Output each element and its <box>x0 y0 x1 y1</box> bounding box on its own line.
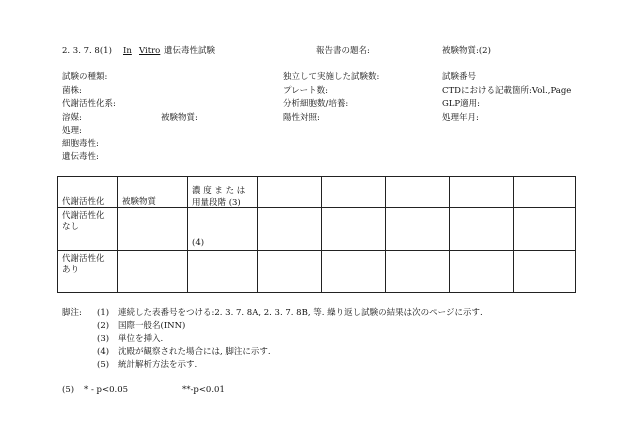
analyzed-cells-label: 分析細胞数/培養: <box>283 99 349 109</box>
vitro-word: Vitro <box>139 46 161 56</box>
significance-p001: **-p<0.01 <box>182 385 225 395</box>
header-cell-empty <box>450 177 514 208</box>
table-row <box>58 208 576 251</box>
treatment-date-label: 処理年月: <box>442 113 479 123</box>
footnote-number: (2) <box>97 321 110 331</box>
results-table <box>57 176 576 293</box>
header-cell-concentration <box>188 177 258 208</box>
table-cell <box>386 208 450 251</box>
table-cell <box>188 208 258 251</box>
table-cell <box>450 251 514 293</box>
footnote-text: 単位を挿入. <box>118 334 164 344</box>
title-rest: 遺伝毒性試験 <box>164 46 216 56</box>
header-cell-empty <box>322 177 386 208</box>
footnote-text: 国際一般名(INN) <box>118 321 186 331</box>
header-cell-substance <box>118 177 188 208</box>
row1-precipitate-note: (4) <box>192 238 205 248</box>
footnote-number: (1) <box>97 308 110 318</box>
footnote-number: (4) <box>97 347 110 357</box>
section-number: 2. 3. 7. 8(1) <box>62 46 112 56</box>
header-cell-empty <box>386 177 450 208</box>
header-cell-metabolic <box>58 177 118 208</box>
metabolic-activator-label: 代謝活性化系: <box>62 99 116 109</box>
table-header-row <box>58 177 576 208</box>
table-row <box>58 251 576 293</box>
header-metabolic-text: 代謝活性化 <box>62 197 105 207</box>
header-conc-line2: 用量段階 (3) <box>192 198 241 208</box>
footnote-text: 連続した表番号をつける:2. 3. 7. 8A, 2. 3. 7. 8B, 等. 繰り返し試験の結果は次のページに示す. <box>118 308 483 318</box>
solvent-label: 溶媒: <box>62 113 82 123</box>
test-type-label: 試験の種類: <box>62 72 108 82</box>
test-number-label: 試験番号 <box>442 72 477 82</box>
table-cell <box>258 251 322 293</box>
genotoxicity-label: 遺伝毒性: <box>62 152 99 162</box>
independent-tests-label: 独立して実施した試験数: <box>283 72 380 82</box>
plates-label: プレート数: <box>283 86 329 96</box>
header-cell-empty <box>258 177 322 208</box>
table-cell <box>514 251 576 293</box>
cytotoxicity-label: 細胞毒性: <box>62 139 99 149</box>
row1-label-cell <box>58 208 118 251</box>
footnote-label: 脚注: <box>62 308 82 318</box>
header-conc-line1: 濃 度 ま た は <box>192 186 246 196</box>
table-cell <box>322 251 386 293</box>
report-title-label: 報告書の題名: <box>316 46 370 56</box>
test-substance-label: 被験物質: <box>161 113 198 123</box>
table-cell <box>450 208 514 251</box>
row2-label: 代謝活性化あり <box>62 254 105 275</box>
footnote-text: 沈殿が観察された場合には, 脚注に示す. <box>118 347 271 357</box>
in-word: In <box>123 46 132 56</box>
table-cell <box>188 251 258 293</box>
header-cell-empty <box>514 177 576 208</box>
footnote-number: (3) <box>97 334 110 344</box>
significance-p005: * - p<0.05 <box>84 385 129 395</box>
positive-control-label: 陽性対照: <box>283 113 320 123</box>
strain-label: 菌株: <box>62 86 82 96</box>
table-cell <box>118 208 188 251</box>
glp-label: GLP適用: <box>442 99 481 109</box>
table-cell <box>118 251 188 293</box>
row1-label: 代謝活性化なし <box>62 211 105 232</box>
treatment-label: 処理: <box>62 126 82 136</box>
ctd-location-label: CTDにおける記載箇所:Vol.,Page <box>442 86 572 96</box>
table-cell <box>386 251 450 293</box>
header-substance-text: 被験物質 <box>122 197 157 207</box>
table-cell <box>322 208 386 251</box>
footnote-text: 統計解析方法を示す. <box>118 360 198 370</box>
footnote-number: (5) <box>97 360 110 370</box>
significance-number: (5) <box>62 385 75 395</box>
table-cell <box>514 208 576 251</box>
test-substance-header: 被験物質:(2) <box>442 46 491 56</box>
row2-label-cell <box>58 251 118 293</box>
table-cell <box>258 208 322 251</box>
